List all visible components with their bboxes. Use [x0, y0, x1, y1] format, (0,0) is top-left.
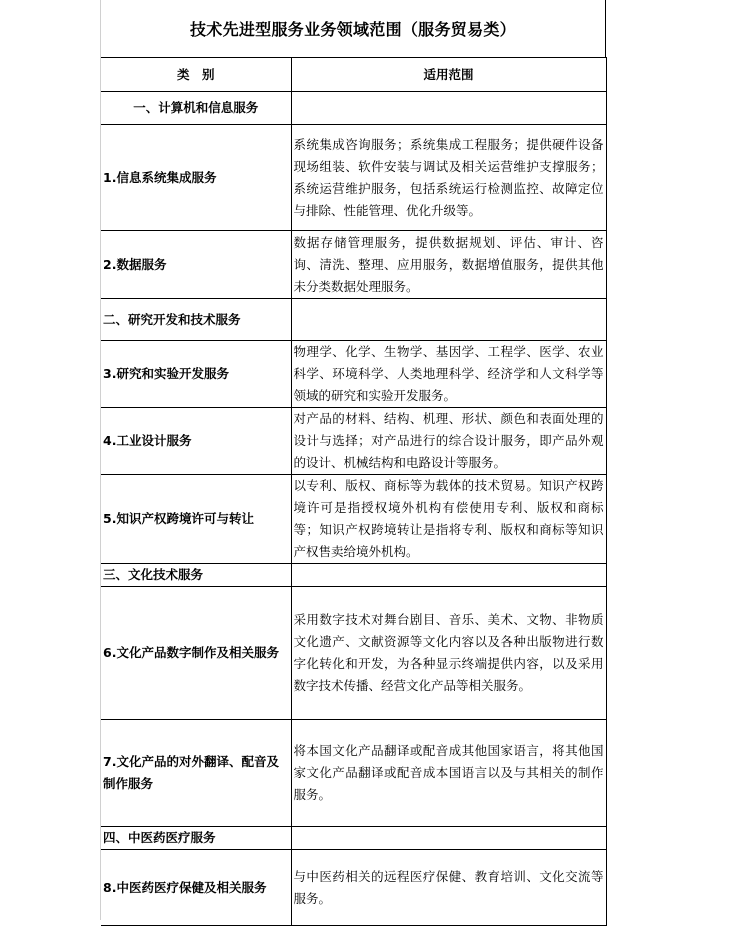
- header-category: 类 别: [101, 58, 291, 92]
- scope-text: 对产品的材料、结构、机理、形状、颜色和表面处理的设计与选择；对产品进行的综合设计服务，即产品外观的设计、机械结构和电路设计等服务。: [291, 408, 606, 475]
- table-row: [101, 850, 606, 926]
- category-label: 5.知识产权跨境许可与转让: [101, 475, 291, 564]
- header-scope: 适用范围: [291, 58, 606, 92]
- category-label: 6.文化产品数字制作及相关服务: [101, 587, 291, 720]
- section-row: [101, 564, 606, 587]
- scope-text: 系统集成咨询服务；系统集成工程服务；提供硬件设备现场组装、软件安装与调试及相关运营维护支撑服务；系统运营维护服务，包括系统运行检测监控、故障定位与排除、性能管理、优化升级等。: [291, 125, 606, 231]
- section-label: 二、研究开发和技术服务: [101, 299, 291, 341]
- category-label: 8.中医药医疗保健及相关服务: [101, 850, 291, 926]
- table-row: [101, 125, 606, 231]
- section-row: [101, 827, 606, 850]
- scope-text: 将本国文化产品翻译或配音成其他国家语言，将其他国家文化产品翻译或配音成本国语言以及与其相关的制作服务。: [291, 720, 606, 827]
- category-label: 4.工业设计服务: [101, 408, 291, 475]
- section-label: 三、文化技术服务: [101, 564, 291, 587]
- scope-text: 数据存储管理服务，提供数据规划、评估、审计、咨询、清洗、整理、应用服务，数据增值服务，提供其他未分类数据处理服务。: [291, 231, 606, 299]
- section-row: [101, 299, 606, 341]
- scope-text: 以专利、版权、商标等为载体的技术贸易。知识产权跨境许可是指授权境外机构有偿使用专利、版权和商标等；知识产权跨境转让是指将专利、版权和商标等知识产权售卖给境外机构。: [291, 475, 606, 564]
- services-scope-sheet: [100, 0, 606, 920]
- table-row: [101, 341, 606, 408]
- section-scope-empty: [291, 827, 606, 850]
- category-label: 2.数据服务: [101, 231, 291, 299]
- scope-text: 与中医药相关的远程医疗保健、教育培训、文化交流等服务。: [291, 850, 606, 926]
- table-row: [101, 475, 606, 564]
- section-row: [101, 92, 606, 125]
- scope-text: 物理学、化学、生物学、基因学、工程学、医学、农业科学、环境科学、人类地理科学、经济学和人文科学等领域的研究和实验开发服务。: [291, 341, 606, 408]
- section-scope-empty: [291, 564, 606, 587]
- scope-text: 采用数字技术对舞台剧目、音乐、美术、文物、非物质文化遗产、文献资源等文化内容以及各种出版物进行数字化转化和开发，为各种显示终端提供内容，以及采用数字技术传播、经营文化产品等相关服务。: [291, 587, 606, 720]
- section-scope-empty: [291, 299, 606, 341]
- table-row: [101, 720, 606, 827]
- table-row: [101, 587, 606, 720]
- table-row: [101, 408, 606, 475]
- section-label: 四、中医药医疗服务: [101, 827, 291, 850]
- category-label: 3.研究和实验开发服务: [101, 341, 291, 408]
- header-row: [101, 58, 606, 92]
- section-label: 一、计算机和信息服务: [101, 92, 291, 125]
- category-label: 7.文化产品的对外翻译、配音及制作服务: [101, 720, 291, 827]
- table-row: [101, 231, 606, 299]
- section-scope-empty: [291, 92, 606, 125]
- category-label: 1.信息系统集成服务: [101, 125, 291, 231]
- document-title: 技术先进型服务业务领域范围（服务贸易类）: [101, 0, 606, 57]
- scope-table: [101, 57, 607, 926]
